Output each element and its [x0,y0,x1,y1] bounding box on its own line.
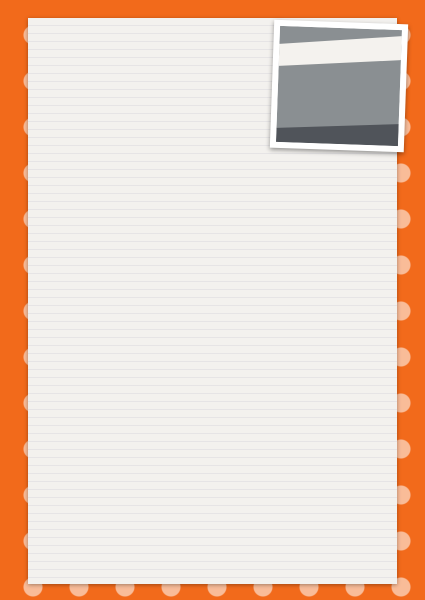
recipe-content [46,92,388,140]
